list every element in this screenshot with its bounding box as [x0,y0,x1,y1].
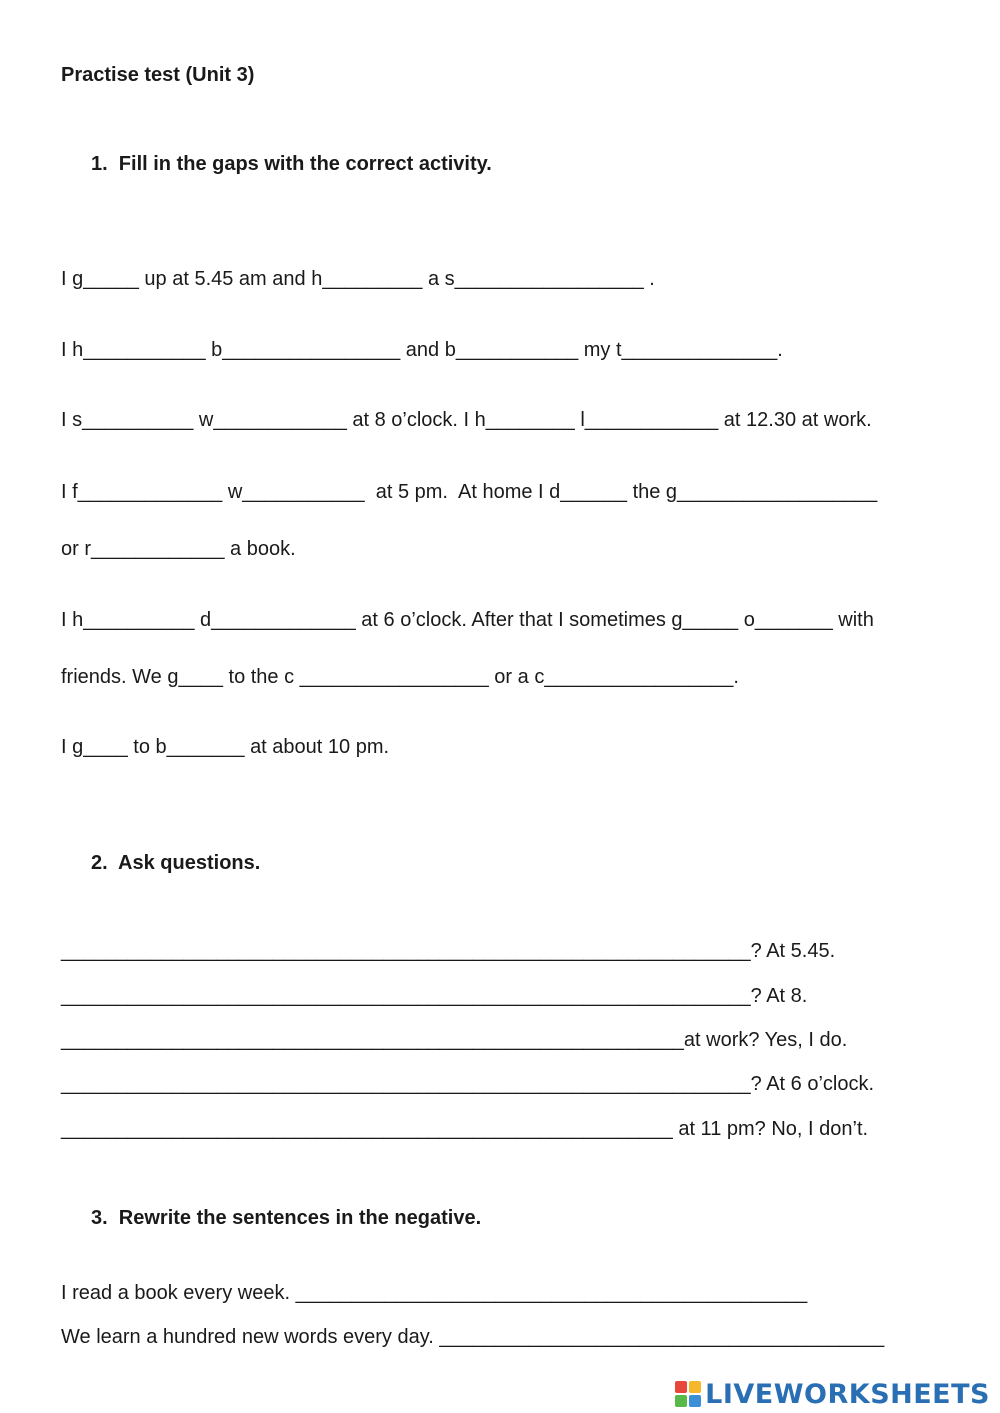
exercise-line: I s__________ w____________ at 8 o’clock. I h________ l____________ at 12.30 at work. [61,409,872,431]
exercise-line: I g____ to b_______ at about 10 pm. [61,736,390,758]
liveworksheets-logo [675,1376,990,1412]
exercise-line: friends. We g____ to the c _________________ or a c_________________. [61,666,739,688]
exercise-line: or r____________ a book. [61,538,296,560]
logo-tile-yellow [689,1381,701,1393]
question-line: _______________________________________________________ at 11 pm? No, I don’t. [61,1118,869,1140]
exercise-line: I f_____________ w___________ at 5 pm. At home I d______ the g__________________ [61,481,878,503]
page-title: Practise test (Unit 3) [61,64,255,86]
exercise-line: I g_____ up at 5.45 am and h_________ a s_________________ . [61,268,655,290]
section-2-heading: 2. Ask questions. [91,852,261,874]
logo-tile-blue [689,1395,701,1407]
section-1-heading: 1. Fill in the gaps with the correct activity. [91,153,492,175]
rewrite-line: I read a book every week. ______________________________________________ [61,1282,808,1304]
section-3-heading: 3. Rewrite the sentences in the negative. [91,1207,482,1229]
logo-tiles-icon [675,1381,701,1407]
question-line: ______________________________________________________________? At 8. [61,985,808,1007]
logo-tile-green [675,1395,687,1407]
question-line: ________________________________________________________at work? Yes, I do. [61,1029,848,1051]
question-line: ______________________________________________________________? At 5.45. [61,940,836,962]
exercise-line: I h___________ b________________ and b___________ my t______________. [61,339,783,361]
exercise-line: I h__________ d_____________ at 6 o’clock. After that I sometimes g_____ o_______ with [61,609,874,631]
question-line: ______________________________________________________________? At 6 o’clock. [61,1073,875,1095]
logo-text: LIVEWORKSHEETS [705,1378,990,1410]
logo-tile-red [675,1381,687,1393]
rewrite-line: We learn a hundred new words every day. ________________________________________ [61,1326,885,1348]
